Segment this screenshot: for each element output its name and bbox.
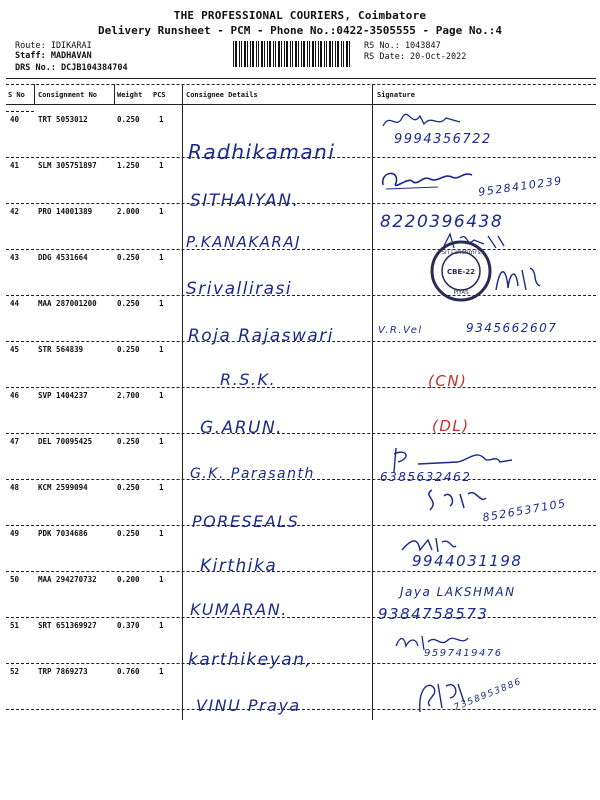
- row-tick: [6, 157, 34, 158]
- signature-scribble: [492, 262, 544, 296]
- handwritten-name: R.S.K.: [220, 370, 277, 389]
- handwritten-name: G.K. Parasanth: [190, 466, 315, 482]
- handwritten-note-cn: (CN): [428, 372, 468, 390]
- row-pcs: 1: [159, 483, 164, 492]
- row-separator: [6, 203, 596, 204]
- row-pcs: 1: [159, 621, 164, 630]
- barcode-bar: [349, 41, 350, 67]
- barcode-bar: [307, 41, 308, 67]
- row-pcs: 1: [159, 161, 164, 170]
- barcode-bar: [337, 41, 339, 67]
- handwritten-phone: 7358953886: [452, 676, 524, 714]
- barcode-bar: [252, 41, 254, 67]
- row-pcs: 1: [159, 345, 164, 354]
- row-weight: 0.250: [117, 299, 140, 308]
- stamp-bottom-text: PIYAS: [453, 290, 469, 296]
- signature-scribble: [378, 165, 478, 195]
- barcode-bar: [320, 41, 322, 67]
- handwritten-name: VINU Praya: [196, 696, 301, 715]
- handwritten-name: Srivallirasi: [186, 279, 293, 299]
- row-tick: [6, 295, 34, 296]
- barcode-bar: [278, 41, 280, 67]
- row-sno: 49: [10, 529, 20, 538]
- row-sno: 47: [10, 437, 20, 446]
- row-sno: 51: [10, 621, 20, 630]
- top-rule: [6, 78, 596, 79]
- barcode-bar: [301, 41, 302, 67]
- row-tick: [6, 617, 34, 618]
- handwritten-phone: 9528410239: [477, 174, 564, 199]
- row-separator: [6, 571, 596, 572]
- drs-number: DRS No.: DCJB104384704: [15, 63, 128, 73]
- barcode-bar: [309, 41, 310, 67]
- stamp-center-text: CBE-22: [447, 268, 475, 276]
- handwritten-name: karthikeyan,: [188, 650, 313, 670]
- row-sno: 43: [10, 253, 20, 262]
- barcode-bar: [247, 41, 248, 67]
- barcode-bar: [267, 41, 268, 67]
- row-separator: [6, 709, 596, 710]
- top-dash-rule: [6, 84, 596, 85]
- row-consignment-no: KCM 2599094: [38, 483, 88, 492]
- signature-scribble: [398, 534, 458, 556]
- row-tick: [6, 203, 34, 204]
- barcode-bar: [290, 41, 291, 67]
- barcode-bar: [244, 41, 246, 67]
- row-weight: 1.250: [117, 161, 140, 170]
- row-pcs: 1: [159, 667, 164, 676]
- row-pcs: 1: [159, 115, 164, 124]
- col-consignment: Consignment No: [38, 91, 98, 99]
- handwritten-note: Jaya LAKSHMAN: [400, 585, 516, 599]
- barcode-bar: [273, 41, 274, 67]
- row-consignment-no: MAA 287001200: [38, 299, 97, 308]
- row-tick: [6, 479, 34, 480]
- row-sno: 52: [10, 667, 20, 676]
- row-weight: 0.250: [117, 345, 140, 354]
- row-tick: [6, 663, 34, 664]
- runsheet-subtitle: Delivery Runsheet - PCM - Phone No.:0422-3505555 - Page No.:4: [98, 24, 502, 37]
- row-pcs: 1: [159, 299, 164, 308]
- barcode-bar: [298, 41, 299, 67]
- row-sno: 41: [10, 161, 20, 170]
- row-weight: 0.250: [117, 529, 140, 538]
- handwritten-note: V.R.Vel: [378, 325, 423, 336]
- header-rule: [6, 104, 596, 105]
- barcode-bar: [233, 41, 234, 67]
- row-tick: [6, 111, 34, 112]
- row-consignment-no: DEL 70095425: [38, 437, 93, 446]
- barcode-bar: [343, 41, 344, 67]
- signature-divider: [372, 104, 373, 720]
- row-sno: 46: [10, 391, 20, 400]
- handwritten-name: SITHAIYAN.: [190, 191, 300, 211]
- col-divider: [34, 84, 35, 104]
- row-pcs: 1: [159, 575, 164, 584]
- route-label: Route: IDIKARAI: [15, 41, 92, 51]
- row-pcs: 1: [159, 437, 164, 446]
- row-weight: 2.700: [117, 391, 140, 400]
- row-separator: [6, 525, 596, 526]
- handwritten-name: Radhikamani: [188, 140, 336, 164]
- row-sno: 45: [10, 345, 20, 354]
- barcode-bar: [284, 41, 285, 67]
- handwritten-phone: 9944031198: [412, 552, 523, 570]
- row-pcs: 1: [159, 253, 164, 262]
- row-tick: [6, 249, 34, 250]
- row-tick: [6, 433, 34, 434]
- barcode-bar: [281, 41, 282, 67]
- row-weight: 0.200: [117, 575, 140, 584]
- staff-label: Staff: MADHAVAN: [15, 51, 92, 61]
- row-separator: [6, 617, 596, 618]
- row-sno: 50: [10, 575, 20, 584]
- row-weight: 0.250: [117, 253, 140, 262]
- barcode-bar: [318, 41, 319, 67]
- rs-number: RS No.: 1043847: [364, 41, 441, 51]
- row-weight: 0.250: [117, 115, 140, 124]
- barcode-bar: [335, 41, 336, 67]
- barcode-bar: [326, 41, 327, 67]
- row-sno: 42: [10, 207, 20, 216]
- row-consignment-no: PDK 7034686: [38, 529, 88, 538]
- row-sno: 40: [10, 115, 20, 124]
- row-consignment-no: SVP 1404237: [38, 391, 88, 400]
- row-consignment-no: TRT 5053012: [38, 115, 88, 124]
- barcode-bar: [239, 41, 240, 67]
- barcode-bar: [332, 41, 333, 67]
- row-separator: [6, 387, 596, 388]
- row-weight: 2.000: [117, 207, 140, 216]
- barcode-bar: [235, 41, 237, 67]
- handwritten-name: P.KANAKARAJ: [186, 233, 302, 251]
- barcode-bar: [295, 41, 297, 67]
- row-consignment-no: DDG 4531664: [38, 253, 88, 262]
- barcode-bar: [250, 41, 251, 67]
- row-tick: [6, 571, 34, 572]
- signature-scribble: [420, 484, 490, 514]
- row-tick: [6, 341, 34, 342]
- row-sno: 48: [10, 483, 20, 492]
- row-consignment-no: STR 564839: [38, 345, 84, 354]
- barcode-bar: [269, 41, 271, 67]
- row-weight: 0.250: [117, 437, 140, 446]
- handwritten-phone: 9597419476: [424, 648, 503, 659]
- handwritten-name: G.ARUN.: [200, 418, 284, 438]
- consignee-divider: [182, 104, 183, 720]
- row-consignment-no: SRT 651369927: [38, 621, 97, 630]
- handwritten-name: KUMARAN.: [190, 600, 288, 619]
- handwritten-phone: 9384758573: [378, 605, 489, 623]
- row-weight: 0.760: [117, 667, 140, 676]
- handwritten-name: Kirthika: [200, 556, 278, 576]
- row-sno: 44: [10, 299, 20, 308]
- company-title: THE PROFESSIONAL COURIERS, Coimbatore: [173, 9, 427, 22]
- handwritten-note-dl: (DL): [432, 417, 470, 435]
- row-tick: [6, 387, 34, 388]
- barcode-bar: [261, 41, 263, 67]
- row-pcs: 1: [159, 391, 164, 400]
- handwritten-phone: 8220396438: [380, 212, 504, 232]
- handwritten-phone: 9994356722: [394, 132, 492, 147]
- row-consignment-no: TRP 7869273: [38, 667, 88, 676]
- signature-scribble: [392, 628, 472, 654]
- barcode-bar: [241, 41, 242, 67]
- signature-scribble: [414, 676, 474, 716]
- row-consignment-no: MAA 294270732: [38, 575, 97, 584]
- barcode-bar: [258, 41, 259, 67]
- row-pcs: 1: [159, 529, 164, 538]
- handwritten-name: PORESEALS: [192, 512, 300, 531]
- barcode-bar: [346, 41, 348, 67]
- signature-scribble: [388, 444, 518, 476]
- barcode-bar: [256, 41, 257, 67]
- barcode-bar: [312, 41, 314, 67]
- handwritten-phone: 8526537105: [481, 496, 568, 525]
- col-pcs: PCS: [153, 91, 166, 99]
- col-consignee: Consignee Details: [186, 91, 258, 99]
- barcode-bar: [303, 41, 305, 67]
- signature-scribble: [380, 108, 470, 134]
- stamp-top-text: Sri Lakshmi's: [441, 249, 481, 256]
- barcode-bar: [275, 41, 276, 67]
- col-divider: [182, 84, 183, 104]
- barcode-bar: [315, 41, 316, 67]
- handwritten-phone: 9345662607: [466, 321, 558, 335]
- barcode: [232, 41, 354, 67]
- barcode-bar: [329, 41, 331, 67]
- row-weight: 0.250: [117, 483, 140, 492]
- barcode-bar: [286, 41, 288, 67]
- handwritten-name: Roja Rajaswari: [188, 326, 335, 346]
- barcode-bar: [341, 41, 342, 67]
- row-separator: [6, 433, 596, 434]
- col-divider: [114, 84, 115, 104]
- rs-date: RS Date: 20-Oct-2022: [364, 52, 467, 62]
- barcode-bar: [264, 41, 265, 67]
- barcode-bar: [324, 41, 325, 67]
- col-sno: S No: [8, 91, 25, 99]
- row-pcs: 1: [159, 207, 164, 216]
- row-consignment-no: SLM 305751897: [38, 161, 97, 170]
- handwritten-phone: 6385632462: [380, 470, 472, 484]
- col-divider: [372, 84, 373, 104]
- row-tick: [6, 525, 34, 526]
- row-weight: 0.370: [117, 621, 140, 630]
- col-signature: Signature: [377, 91, 415, 99]
- row-consignment-no: PRO 14001389: [38, 207, 93, 216]
- rubber-stamp: [430, 240, 492, 302]
- barcode-bar: [292, 41, 293, 67]
- col-weight: Weight: [117, 91, 143, 99]
